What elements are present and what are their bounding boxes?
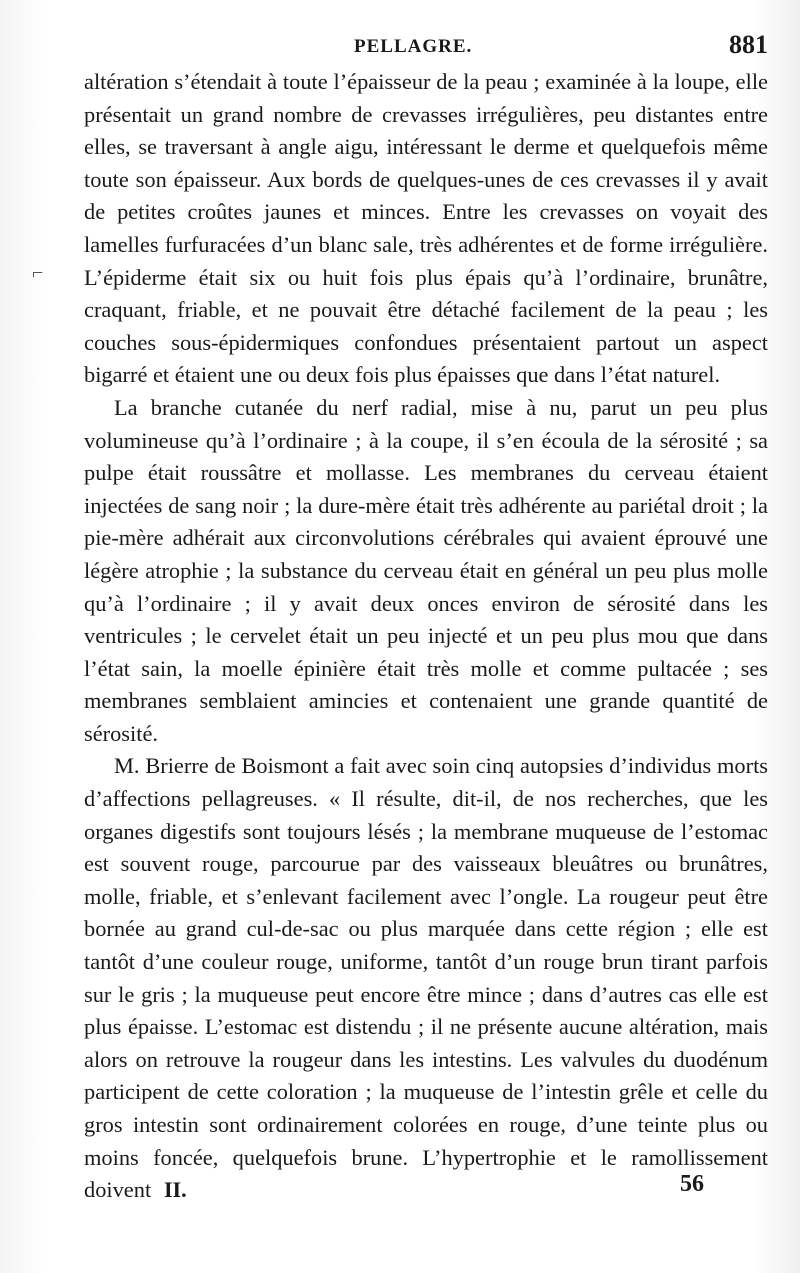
sheet-number: 56 <box>680 1171 704 1197</box>
paragraph: altération s’étendait à toute l’épaisseur de la peau ; examinée à la loupe, elle présentait un grand nombre de crevasses irrégulières, peu distantes entre elles, se traversant à angle aigu, intéressant le derme et quelquefois même toute son épaisseur. Aux bords de quelques-unes de ces crevasses il y avait de petites croûtes jaunes et minces. Entre les crevasses on voyait des lamelles furfuracées d’un blanc sale, très adhérentes et de forme irrégulière. L’épiderme était six ou huit fois plus épais qu’à l’ordinaire, brunâtre, craquant, friable, et ne pouvait être détaché facilement de la peau ; les couches sous-épidermiques confondues présentaient partout un aspect bigarré et étaient une ou deux fois plus épaisses que dans l’état naturel. <box>84 69 768 388</box>
page-footer <box>84 1167 768 1207</box>
body-text <box>84 66 768 1207</box>
signature-mark: II. <box>164 1177 187 1202</box>
page-header <box>84 32 768 66</box>
margin-mark: ⌐ <box>32 262 44 284</box>
paragraph: M. Brierre de Boismont a fait avec soin cinq autopsies d’individus morts d’affections pellagreuses. « Il résulte, dit-il, de nos recherches, que les organes digestifs sont toujours lésés ; la membrane muqueuse de l’estomac est souvent rouge, parcourue par des vaisseaux bleuâtres ou brunâtres, molle, friable, et s’enlevant facilement avec l’ongle. La rougeur peut être bornée au grand cul-de-sac ou plus marquée dans cette région ; elle est tantôt d’une couleur rouge, uniforme, tantôt d’un rouge brun tirant parfois sur le gris ; la muqueuse peut encore être mince ; dans d’autres cas elle est plus épaisse. L’estomac est distendu ; il ne présente aucune altération, mais alors on retrouve la rougeur dans les intestins. Les valvules du duodénum participent de cette coloration ; la muqueuse de l’intestin grêle et celle du gros intestin sont ordinairement colorées en rouge, d’une teinte plus ou moins foncée, quelquefois brune. L’hypertrophie et le ramollissement doivent <box>84 753 768 1203</box>
paragraph: La branche cutanée du nerf radial, mise à nu, parut un peu plus volumineuse qu’à l’ordinaire ; à la coupe, il s’en écoula de la sérosité ; sa pulpe était roussâtre et mollasse. Les membranes du cerveau étaient injectées de sang noir ; la dure-mère était très adhérente au pariétal droit ; la pie-mère adhérait aux circonvolutions cérébrales qui avaient éprouvé une légère atrophie ; la substance du cerveau était en général un peu plus molle qu’à l’ordinaire ; il y avait deux onces environ de sérosité dans les ventricules ; le cervelet était un peu injecté et un peu plus mou que dans l’état sain, la moelle épinière était très molle et comme pultacée ; ses membranes semblaient amincies et contenaient une grande quantité de sérosité. <box>84 394 768 746</box>
page-number: 881 <box>729 30 768 59</box>
running-title: PELLAGRE. <box>354 36 473 57</box>
